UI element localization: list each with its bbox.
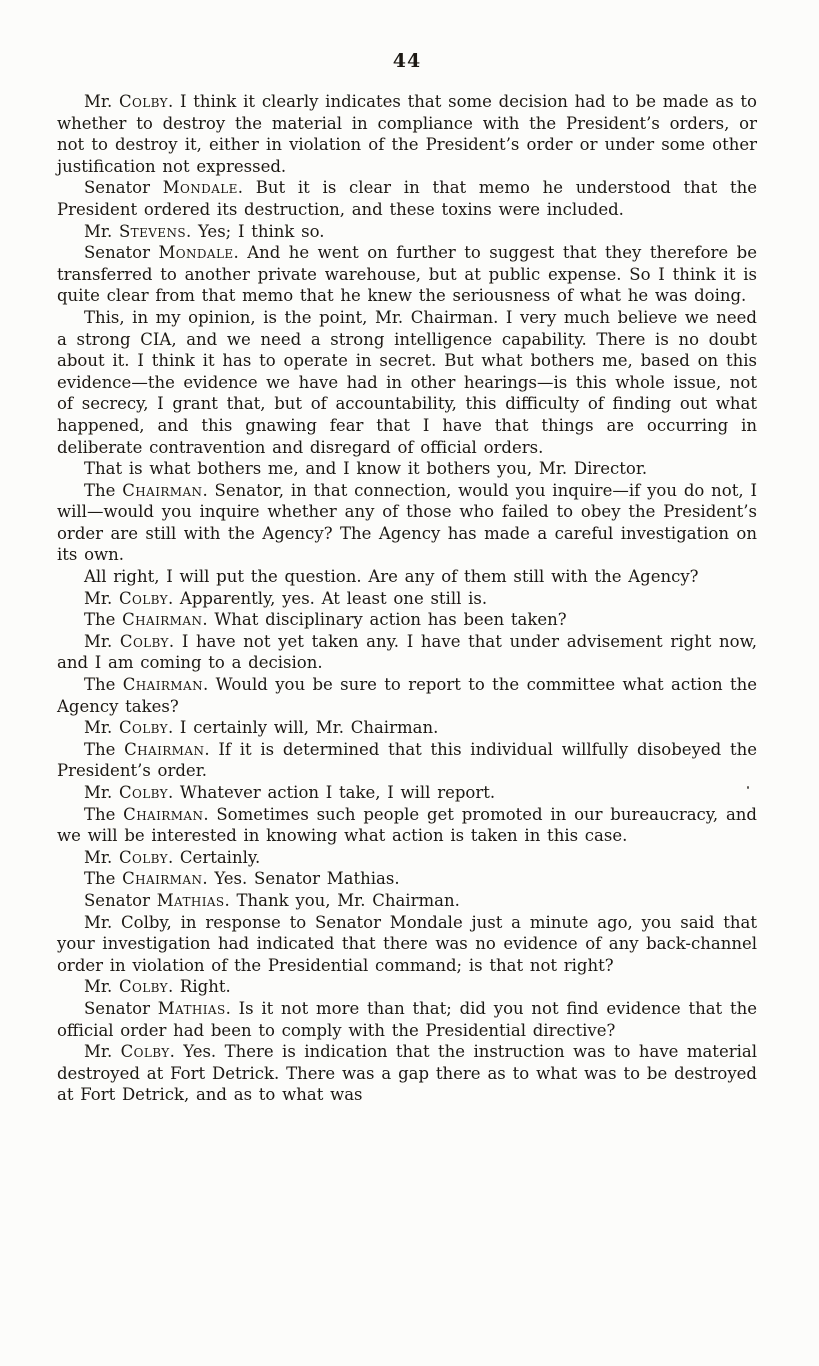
paragraph (57, 674, 757, 717)
speaker-name: Chairman (124, 739, 205, 759)
text-run: . Yes. There is indication that the instruction was to have material destroyed at Fort Detrick. There was a gap there as to what was to be destroyed at Fort Detrick, and as to what was (57, 1042, 757, 1105)
text-run: Mr. (84, 92, 119, 111)
text-run: Mr. Colby, in response to Senator Mondale just a minute ago, you said that your investigation had indicated that there was no evidence of any back-channel order in violation of the Presidential command; is that not right? (57, 912, 757, 975)
page-number: 44 (392, 50, 422, 72)
text-run: Senator (84, 998, 158, 1018)
text-run: That is what bothers me, and I know it bothers you, Mr. Director. (84, 459, 648, 479)
transcript-body (57, 91, 757, 1106)
text-run: Mr. (84, 631, 120, 651)
text-run: . Yes; I think so. (185, 221, 325, 241)
speaker-name: Mondale (162, 178, 238, 198)
text-run: . If it is determined that this individual willfully disobeyed the President’s order. (57, 739, 757, 781)
text-run: . Would you be sure to report to the committee what action the Agency takes? (57, 675, 757, 716)
text-run: Mr. (84, 783, 119, 802)
speaker-name: Colby (118, 783, 168, 802)
paragraph (57, 1041, 757, 1106)
text-run: . Is it not more than that; did you not find evidence that the official order had been to comply with the Presidential directive? (57, 998, 757, 1040)
text-run: All right, I will put the question. Are any of them still with the Agency? (84, 567, 699, 587)
text-run: The (84, 869, 123, 889)
text-run: The (84, 610, 123, 630)
text-run: The (84, 739, 125, 759)
speaker-name: Colby (118, 847, 168, 867)
paragraph (57, 912, 757, 977)
speaker-name: Chairman (122, 675, 203, 695)
speaker-name: Stevens (118, 221, 186, 241)
speaker-name: Mondale (158, 243, 234, 263)
text-run: . But it is clear in that memo he understood that the President ordered its destruction, and these toxins were included. (57, 178, 758, 219)
paragraph (57, 609, 757, 631)
text-run: This, in my opinion, is the point, Mr. Chairman. I very much believe we need a strong CIA, and we need a strong intelligence capability. There is no doubt about it. I think it has to operate in secret. But what bothers me, based on this evidence—the evidence we have had in other hearings—is this whole issue, not of secrecy, I grant that, but of accountability, this difficulty of finding out what happened, and this gnawing fear that I have that things are occurring in deliberate contravention and disregard of official orders. (57, 307, 757, 457)
text-run: Senator (84, 890, 157, 910)
text-run: . Sometimes such people get promoted in our bureaucracy, and we will be interested in knowing what action is taken in this case. (57, 804, 757, 846)
paragraph (57, 631, 757, 674)
text-run: . I certainly will, Mr. Chairman. (167, 718, 439, 738)
speaker-name: Colby (118, 588, 168, 608)
text-run: Senator (84, 178, 163, 198)
speaker-name: Mathias (157, 998, 226, 1018)
paragraph (57, 998, 757, 1041)
text-run: . What disciplinary action has been taken? (202, 610, 567, 630)
paragraph (57, 480, 757, 566)
paragraph (57, 177, 757, 220)
scan-speck (747, 786, 749, 789)
paragraph (57, 458, 757, 480)
text-run: Mr. (84, 977, 119, 997)
text-run: . I have not yet taken any. I have that under advisement right now, and I am coming to a decision. (57, 631, 757, 673)
text-run: Mr. (84, 718, 119, 738)
speaker-name: Chairman (123, 804, 204, 824)
paragraph (57, 588, 757, 610)
paragraph (57, 221, 757, 243)
speaker-name: Chairman (122, 610, 203, 630)
text-run: . Right. (167, 977, 231, 997)
text-run: . Yes. Senator Mathias. (202, 869, 400, 889)
text-run: Mr. (84, 847, 119, 867)
text-run: The (84, 804, 124, 824)
paragraph (57, 976, 757, 998)
paragraph (57, 804, 757, 847)
speaker-name: Colby (120, 1042, 170, 1062)
text-run: . Certainly. (167, 847, 261, 867)
speaker-name: Colby (118, 977, 168, 997)
text-run: . I think it clearly indicates that some decision had to be made as to whether to destroy the material in compliance with the President’s orders, or not to destroy it, either in violation of the President’s order or under some other justification not expressed. (57, 92, 757, 176)
speaker-name: Chairman (122, 869, 203, 889)
text-run: The (84, 480, 123, 500)
text-run: . Apparently, yes. At least one still is. (167, 588, 488, 608)
text-run: Mr. (84, 1042, 121, 1062)
paragraph (57, 782, 757, 804)
speaker-name: Chairman (122, 480, 203, 500)
text-run: . And he went on further to suggest that they therefore be transferred to another private warehouse, but at public expense. So I think it is quite clear from that memo that he knew the seriousness of what he was doing. (57, 243, 757, 306)
paragraph (57, 91, 757, 177)
text-run: The (84, 675, 123, 695)
text-run: . Thank you, Mr. Chairman. (224, 890, 460, 910)
speaker-name: Colby (118, 718, 168, 738)
paragraph (57, 242, 757, 307)
text-run: . Whatever action I take, I will report. (167, 783, 496, 802)
speaker-name: Colby (119, 631, 169, 651)
paragraph (57, 307, 757, 458)
paragraph (57, 717, 757, 739)
text-run: Mr. (84, 221, 119, 241)
speaker-name: Mathias (156, 890, 225, 910)
paragraph (57, 847, 757, 869)
speaker-name: Colby (118, 92, 168, 111)
paragraph (57, 739, 757, 782)
text-run: . Senator, in that connection, would you inquire—if you do not, I will—would you inquire whether any of those who failed to obey the President’s order are still with the Agency? The Agency has made a careful investigation on its own. (57, 480, 757, 565)
text-run: Senator (84, 243, 159, 263)
paragraph (57, 890, 757, 912)
text-run: Mr. (84, 588, 119, 608)
paragraph (57, 868, 757, 890)
paragraph (57, 566, 757, 588)
